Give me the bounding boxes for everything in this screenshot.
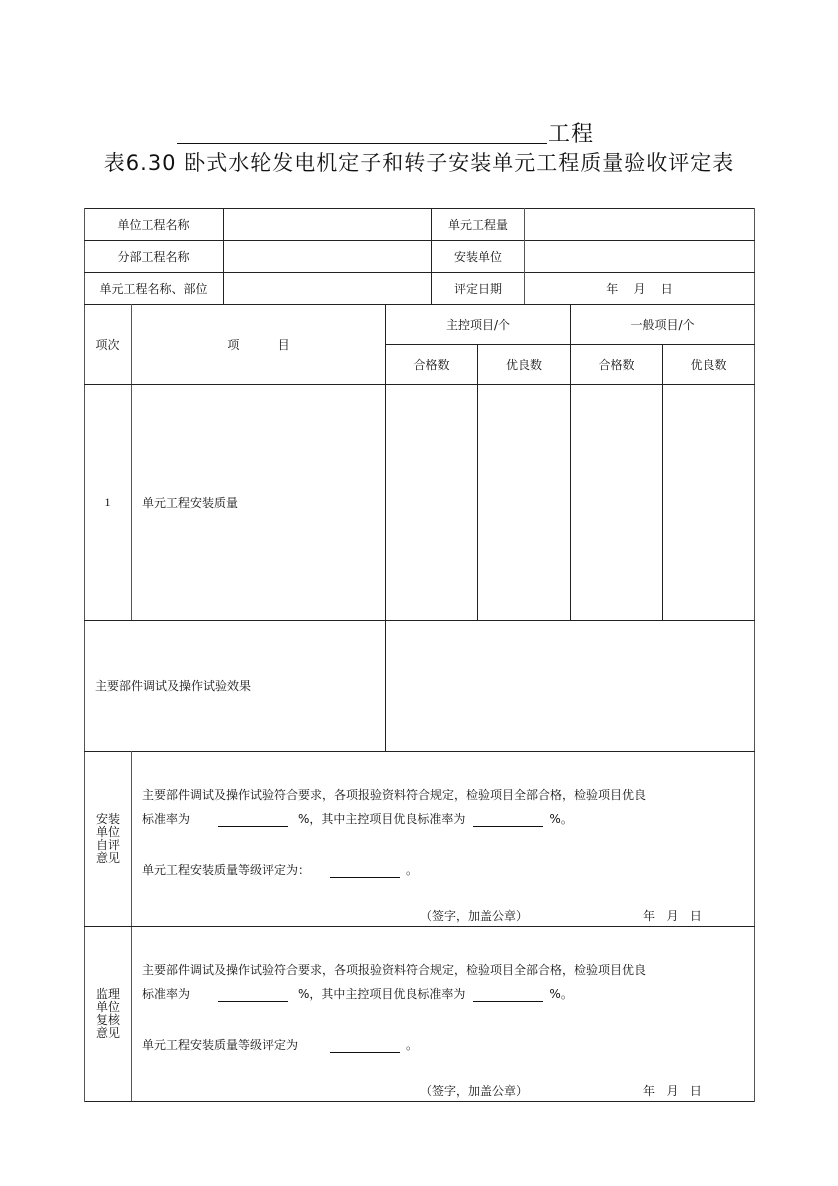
supervision-opinion-label: 监理单位复核意见 (96, 987, 121, 1040)
opinion-line2-a: 标准率为 (142, 812, 191, 826)
table-border-bottom (84, 1101, 755, 1102)
item-general-excellent-field[interactable] (663, 384, 754, 620)
item-main-qualified-field[interactable] (386, 384, 477, 620)
signature-date[interactable]: 年 月 日 (643, 909, 702, 923)
opinion-line3-b: 。 (406, 863, 419, 877)
main-control-excellent-rate-blank[interactable] (473, 989, 543, 1002)
row-divider (84, 926, 755, 927)
item-main-excellent-field[interactable] (478, 384, 570, 620)
label-installation-unit: 安装单位 (453, 249, 502, 264)
header-main-excellent: 优良数 (505, 357, 542, 372)
opinion-line2-c: %。 (549, 812, 573, 826)
opinion-line2-c: %。 (549, 987, 573, 1001)
debug-test-field[interactable] (386, 620, 754, 751)
label-unit-quantity: 单元工程量 (447, 217, 508, 232)
quality-grade-blank[interactable] (330, 1040, 400, 1053)
opinion-line2 (142, 985, 573, 1002)
header-main-control: 主控项目/个 (445, 317, 511, 332)
item-seq: 1 (104, 494, 111, 509)
opinion-line3-b: 。 (406, 1038, 419, 1052)
opinion-line3 (142, 1036, 418, 1053)
installation-unit-field[interactable] (525, 240, 754, 272)
opinion-line2-b: %，其中主控项目优良标准率为 (298, 812, 466, 826)
header-seq: 项次 (95, 337, 120, 352)
evaluation-date-field[interactable]: 年 月 日 (606, 281, 673, 296)
signature-label: （签字，加盖公章） (420, 909, 529, 923)
opinion-line3-a: 单元工程安装质量等级评定为： (142, 863, 311, 877)
label-evaluation-date: 评定日期 (453, 281, 502, 296)
debug-test-label: 主要部件调试及操作试验效果 (95, 679, 252, 693)
project-suffix: 工程 (548, 122, 595, 147)
header-item: 项 目 (227, 337, 290, 352)
header-general-qualified: 合格数 (598, 357, 635, 372)
opinion-line1: 主要部件调试及操作试验符合要求，各项报验资料符合规定，检验项目全部合格，检验项目优良 (142, 963, 647, 977)
main-control-excellent-rate-blank[interactable] (473, 814, 543, 827)
header-main-qualified: 合格数 (413, 357, 450, 372)
label-unit-project-name: 单位工程名称 (117, 217, 190, 232)
signature-date[interactable]: 年 月 日 (643, 1084, 702, 1098)
signature-label: （签字，加盖公章） (420, 1084, 529, 1098)
opinion-line2-a: 标准率为 (142, 987, 191, 1001)
item-general-qualified-field[interactable] (571, 384, 662, 620)
opinion-line3-a: 单元工程安装质量等级评定为 (142, 1038, 299, 1052)
project-name-blank[interactable] (177, 143, 547, 144)
label-division-project-name: 分部工程名称 (117, 249, 190, 264)
unit-project-name-field[interactable] (224, 208, 431, 240)
unit-quantity-field[interactable] (525, 208, 754, 240)
table-border-right (754, 208, 755, 1102)
page-title: 表6.30 卧式水轮发电机定子和转子安装单元工程质量验收评定表 (103, 151, 735, 175)
label-unit-project-name-location: 单元工程名称、部位 (99, 281, 208, 296)
excellent-rate-blank[interactable] (218, 814, 288, 827)
opinion-line2-b: %，其中主控项目优良标准率为 (298, 987, 466, 1001)
item-name: 单元工程安装质量 (142, 495, 239, 510)
division-project-name-field[interactable] (224, 240, 431, 272)
opinion-line3 (142, 861, 418, 878)
quality-grade-blank[interactable] (330, 865, 400, 878)
opinion-line2 (142, 810, 573, 827)
excellent-rate-blank[interactable] (218, 989, 288, 1002)
row-divider (84, 751, 755, 752)
opinion-line1: 主要部件调试及操作试验符合要求，各项报验资料符合规定，检验项目全部合格，检验项目优良 (142, 788, 647, 802)
installation-opinion-label: 安装单位自评意见 (96, 812, 121, 865)
header-general-excellent: 优良数 (690, 357, 727, 372)
unit-project-location-field[interactable] (224, 272, 431, 304)
header-general: 一般项目/个 (630, 317, 695, 332)
